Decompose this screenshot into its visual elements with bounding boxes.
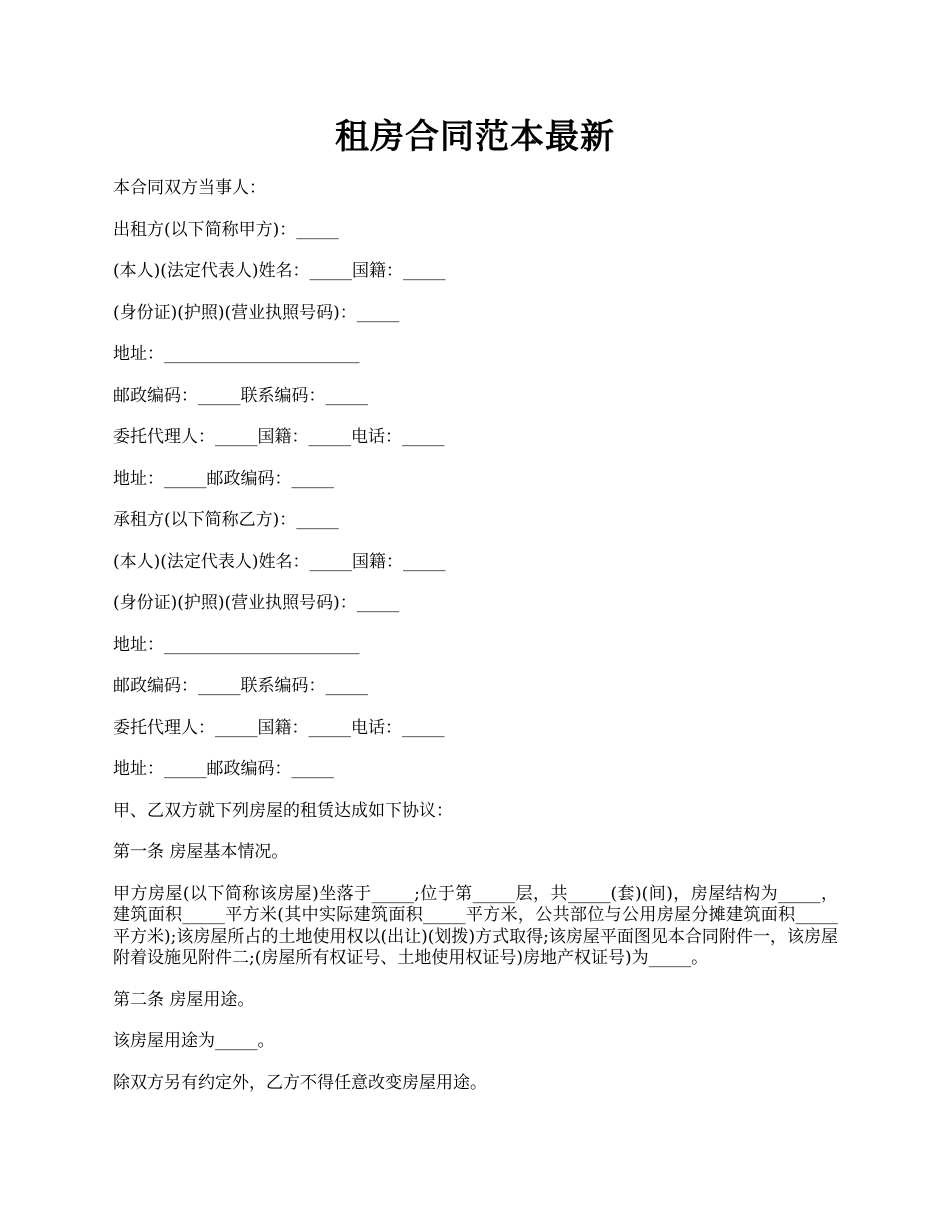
paragraph-article-1-body: 甲方房屋(以下简称该房屋)坐落于_____;位于第_____层，共_____(套)(间)，房屋结构为_____，建筑面积_____平方米(其中实际建筑面积_____平方米，公共部位与公用房屋分摊建筑面积_____平方米);该房屋所占的土地使用权以(出让)(划拨)方式取得;该房屋平面图见本合同附件一，该房屋附着设施见附件二;(房屋所有权证号、土地使用权证号)房地产权证号)为_____。 bbox=[113, 883, 838, 968]
paragraph-lessor-agent-address: 地址：_____邮政编码：_____ bbox=[113, 468, 334, 489]
paragraph-lessee-agent: 委托代理人：_____国籍：_____电话：_____ bbox=[113, 717, 445, 738]
paragraph-article-2-restriction: 除双方另有约定外，乙方不得任意改变房屋用途。 bbox=[113, 1072, 487, 1093]
paragraph-lessee: 承租方(以下简称乙方)：_____ bbox=[113, 510, 339, 530]
paragraph-article-2-purpose: 该房屋用途为_____。 bbox=[113, 1031, 275, 1051]
paragraph-agreement-intro: 甲、乙双方就下列房屋的租赁达成如下协议： bbox=[113, 800, 453, 821]
paragraph-article-2-heading: 第二条 房屋用途。 bbox=[113, 989, 255, 1010]
paragraph-lessee-name: (本人)(法定代表人)姓名：_____国籍：_____ bbox=[113, 551, 446, 572]
paragraph-lessee-postcode: 邮政编码：_____联系编码：_____ bbox=[113, 676, 368, 696]
paragraph-lessor-agent: 委托代理人：_____国籍：_____电话：_____ bbox=[113, 427, 445, 447]
paragraph-lessee-id: (身份证)(护照)(营业执照号码)：_____ bbox=[113, 593, 400, 613]
paragraph-lessor-address: 地址：_______________________ bbox=[113, 344, 360, 364]
paragraph-lessor-id: (身份证)(护照)(营业执照号码)：_____ bbox=[113, 302, 400, 323]
paragraph-lessee-agent-address: 地址：_____邮政编码：_____ bbox=[113, 759, 334, 779]
paragraph-lessee-address: 地址：_______________________ bbox=[113, 634, 360, 655]
document-title: 租房合同范本最新 bbox=[335, 117, 615, 157]
paragraph-article-1-heading: 第一条 房屋基本情况。 bbox=[113, 842, 289, 862]
paragraph-parties-intro: 本合同双方当事人： bbox=[113, 178, 266, 198]
document-body bbox=[113, 178, 838, 1114]
paragraph-lessor-name: (本人)(法定代表人)姓名：_____国籍：_____ bbox=[113, 261, 446, 281]
paragraph-lessor-postcode: 邮政编码：_____联系编码：_____ bbox=[113, 385, 368, 406]
paragraph-lessor: 出租方(以下简称甲方)：_____ bbox=[113, 219, 339, 240]
